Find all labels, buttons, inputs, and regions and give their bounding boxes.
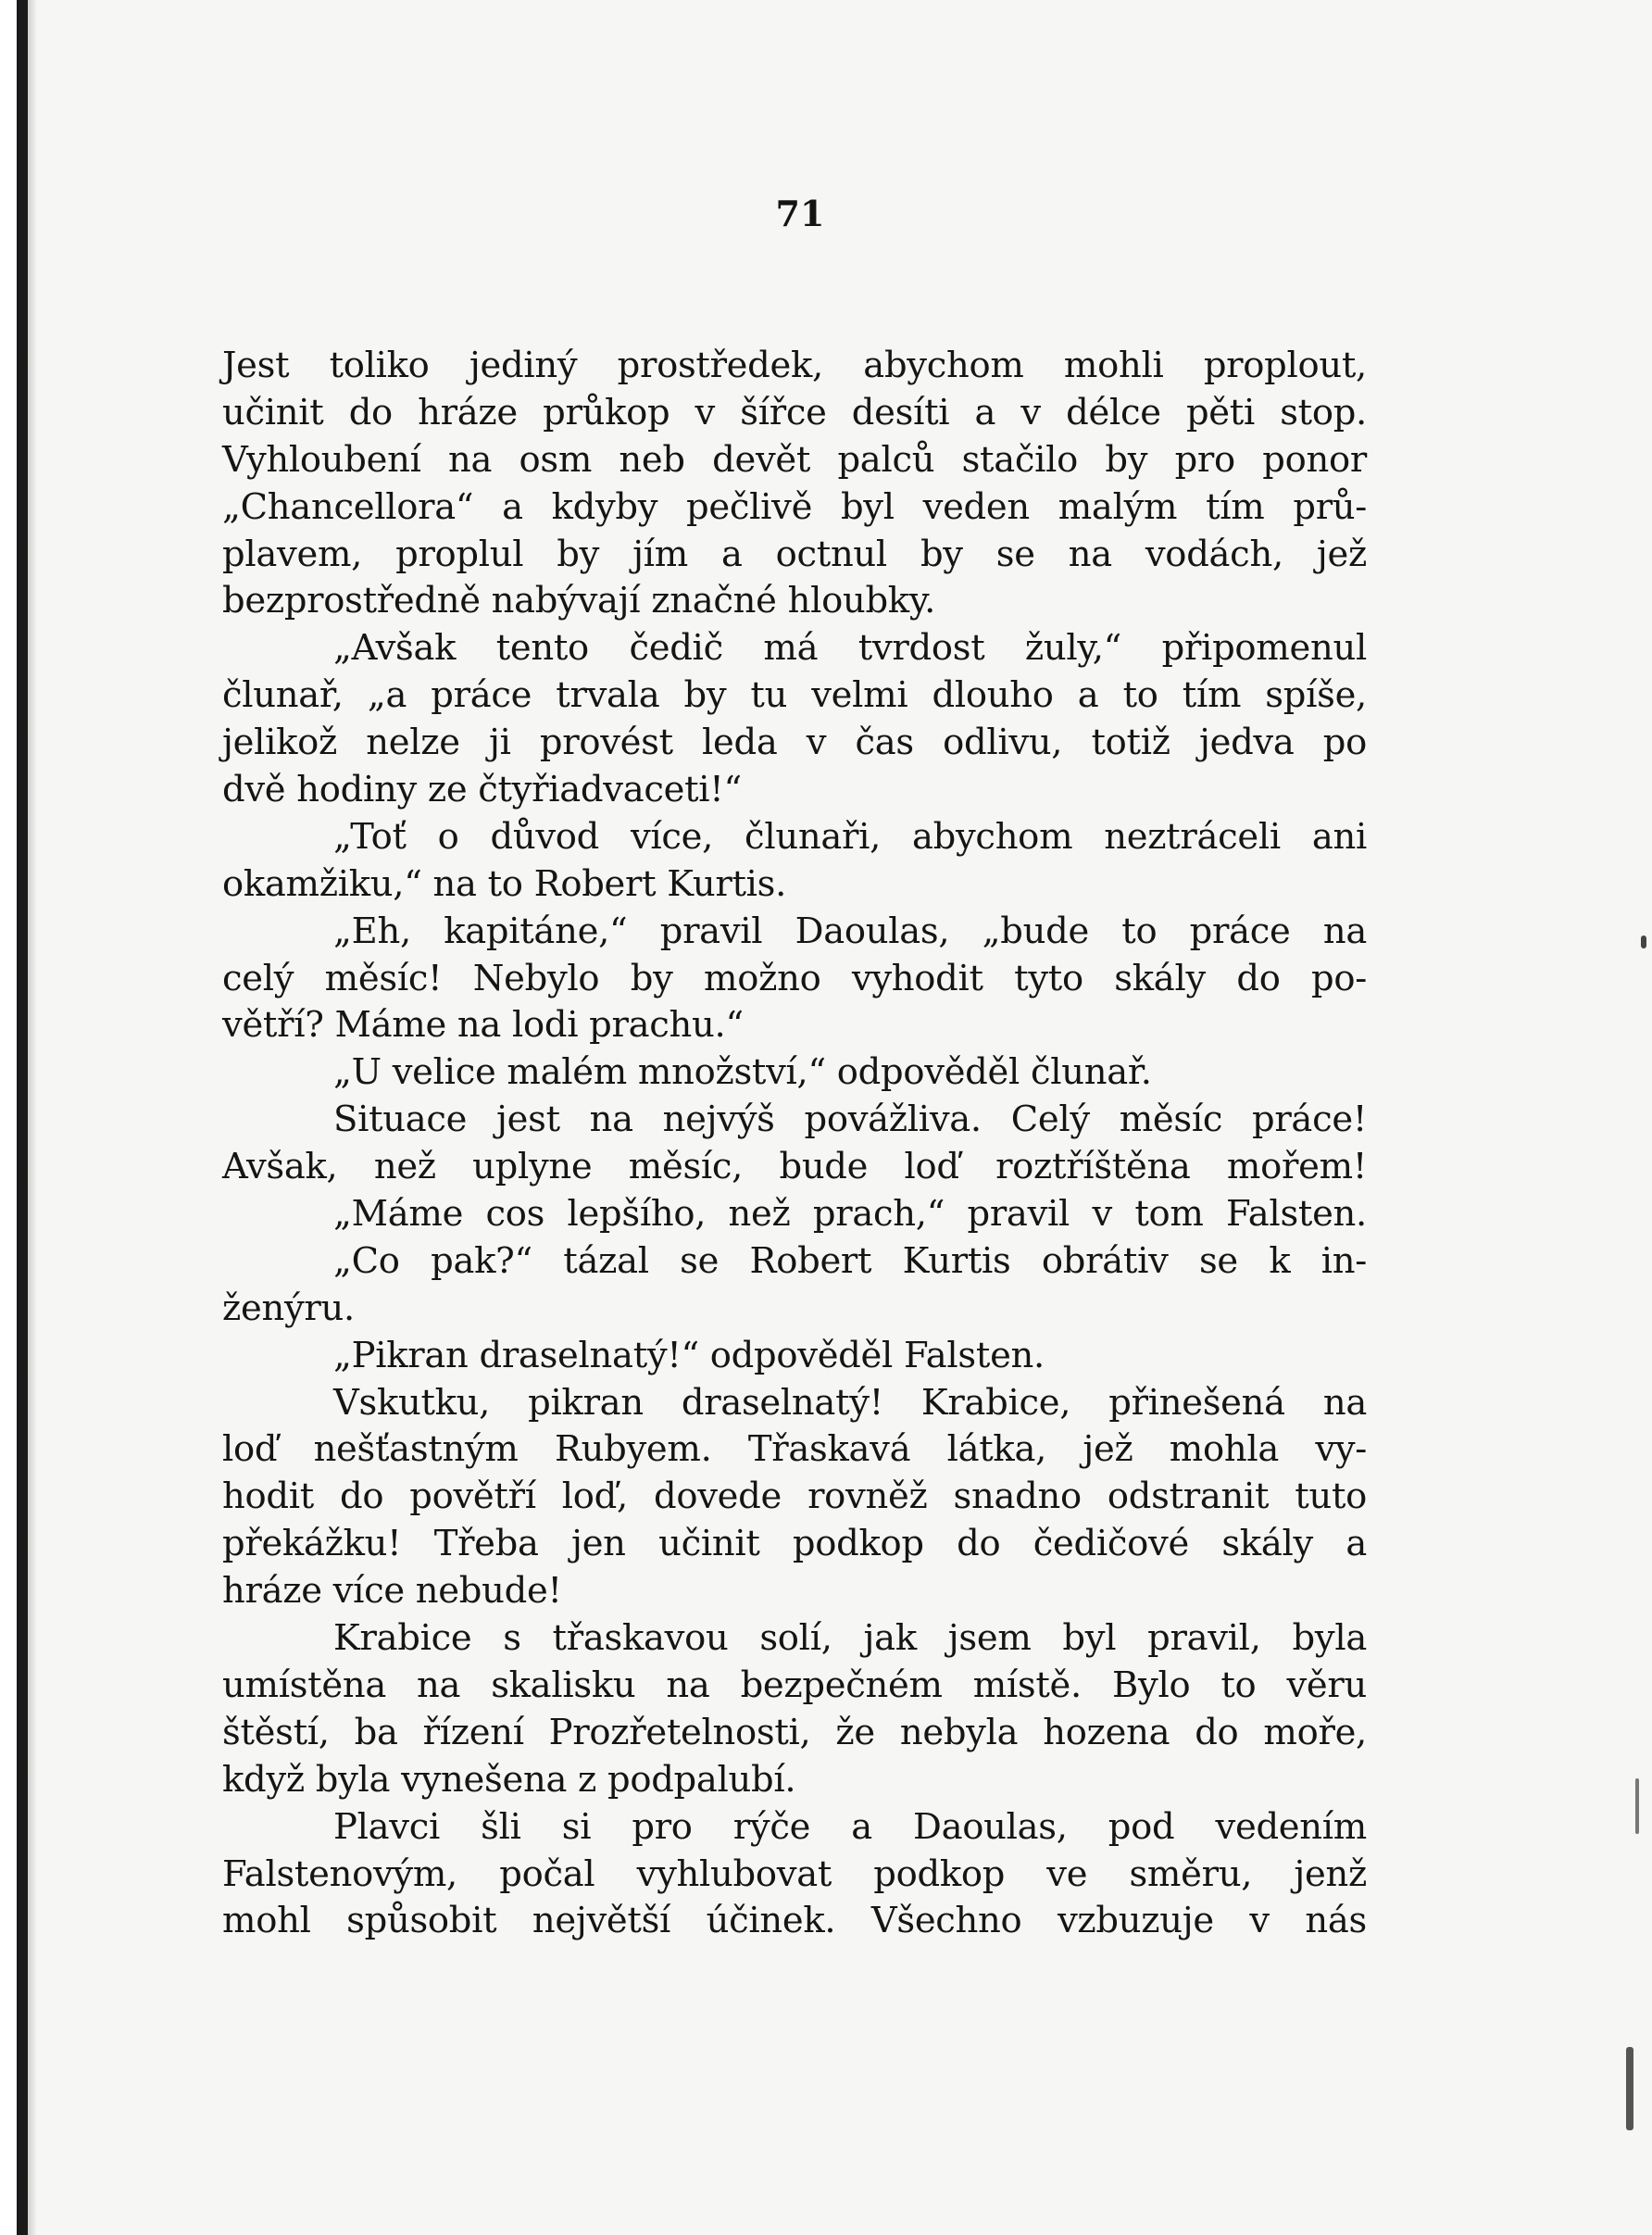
text-line: když byla vynešena z podpalubí. — [222, 1758, 796, 1801]
text-line: „Chancellora“ a kdyby pečlivě byl veden malým tím prů- — [222, 485, 1367, 528]
text-line: „Eh, kapitáne,“ pravil Daoulas, „bude to práce na — [333, 910, 1367, 952]
page-gutter-shadow — [28, 0, 37, 2235]
text-line: mohl spůsobit největší účinek. Všechno vzbuzuje v nás — [222, 1900, 1367, 1942]
text-line: člunař, „a práce trvala by tu velmi dlouho a to tím spíše, — [222, 674, 1367, 717]
text-line: „U velice malém množství,“ odpověděl člunař. — [333, 1051, 1152, 1094]
scan-speck — [1641, 935, 1646, 948]
text-line: Krabice s třaskavou solí, jak jsem byl pravil, byla — [333, 1617, 1367, 1660]
text-line: „Co pak?“ tázal se Robert Kurtis obrátiv se k in- — [333, 1239, 1367, 1282]
text-line: celý měsíc! Nebylo by možno vyhodit tyto skály do po- — [222, 957, 1367, 999]
text-line: Vyhloubení na osm neb devět palců stačilo by pro ponor — [222, 438, 1367, 481]
scan-speck — [1635, 1778, 1639, 1834]
text-line: hráze více nebude! — [222, 1570, 562, 1613]
text-line: bezprostředně nabývají značné hloubky. — [222, 580, 936, 622]
text-line: ženýru. — [222, 1287, 355, 1329]
text-line: překážku! Třeba jen učinit podkop do čedičové skály a — [222, 1523, 1367, 1565]
text-line: jelikož nelze ji provést leda v čas odlivu, totiž jedva po — [222, 722, 1367, 764]
page-binding-shadow — [17, 0, 28, 2235]
text-line: dvě hodiny ze čtyřiadvaceti!“ — [222, 769, 742, 811]
scan-speck — [1626, 2047, 1633, 2130]
text-line: štěstí, ba řízení Prozřetelnosti, že nebyla hozena do moře, — [222, 1711, 1367, 1753]
text-line: „Toť o důvod více, člunaři, abychom neztráceli ani — [333, 815, 1367, 858]
page-binding-edge — [0, 0, 18, 2235]
text-line: loď nešťastným Rubyem. Třaskavá látka, jež mohla vy- — [222, 1428, 1367, 1471]
text-line: okamžiku,“ na to Robert Kurtis. — [222, 862, 787, 905]
text-line: větří? Máme na lodi prachu.“ — [222, 1004, 744, 1047]
body-text — [222, 343, 1367, 1945]
text-line: učinit do hráze průkop v šířce desíti a v délce pěti stop. — [222, 391, 1367, 433]
text-line: „Pikran draselnatý!“ odpověděl Falsten. — [333, 1334, 1045, 1376]
page-number: 71 — [775, 193, 825, 234]
text-line: umístěna na skalisku na bezpečném místě. Bylo to věru — [222, 1664, 1367, 1706]
text-line: Situace jest na nejvýš povážliva. Celý měsíc práce! — [333, 1099, 1367, 1141]
text-line: „Avšak tento čedič má tvrdost žuly,“ připomenul — [333, 627, 1367, 670]
text-line: Plavci šli si pro rýče a Daoulas, pod vedením — [333, 1805, 1367, 1848]
text-line: Vskutku, pikran draselnatý! Krabice, přinešená na — [333, 1381, 1367, 1424]
text-line: hodit do povětří loď, dovede rovněž snadno odstranit tuto — [222, 1475, 1367, 1518]
text-line: Jest toliko jediný prostředek, abychom mohli proplout, — [222, 345, 1367, 386]
text-line: „Máme cos lepšího, než prach,“ pravil v tom Falsten. — [333, 1193, 1367, 1236]
text-line: Avšak, než uplyne měsíc, bude loď roztříštěna mořem! — [222, 1146, 1367, 1188]
text-line: plavem, proplul by jím a octnul by se na vodách, jež — [222, 533, 1367, 575]
text-line: Falstenovým, počal vyhlubovat podkop ve směru, jenž — [222, 1852, 1367, 1895]
